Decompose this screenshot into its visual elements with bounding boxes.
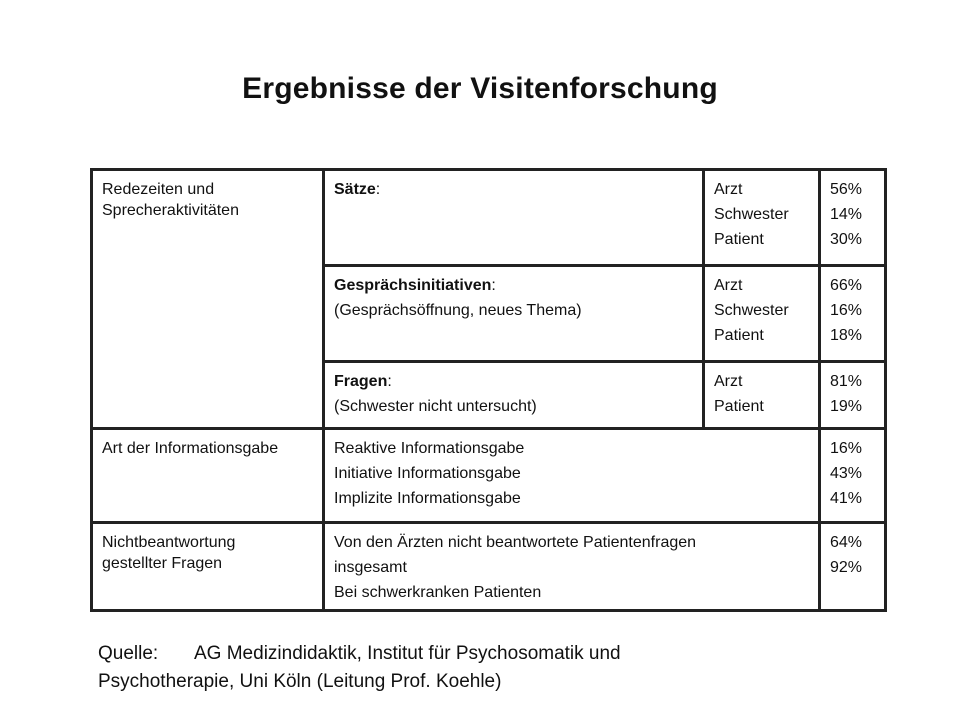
value-cell [820,429,886,523]
item-label: Initiative Informationsgabe [334,465,521,482]
measure-cell [324,362,704,429]
value-cell [820,362,886,429]
measure-cell [324,266,704,362]
role-cell [704,170,820,266]
measure-cell [324,429,820,523]
role-cell [704,266,820,362]
item-label: Bei schwerkranken Patienten [334,584,542,601]
source-key: Quelle: [98,643,159,664]
role-label: Schwester [714,302,789,319]
source-line-2: Psychotherapie, Uni Köln (Leitung Prof. Koehle) [98,671,502,692]
percent-value: 18% [830,327,863,344]
category-cell [92,170,324,429]
percent-value: 66% [830,277,863,294]
item-label: insgesamt [334,559,407,576]
percent-value: 43% [830,465,863,482]
category-label: Redezeiten und [102,181,215,198]
role-label: Patient [714,398,764,415]
percent-value: 16% [830,440,863,457]
item-label: Reaktive Informationsgabe [334,440,525,457]
results-table [90,168,887,612]
measure-cell [324,170,704,266]
category-label: Nichtbeantwortung [102,534,236,551]
measure-heading: Sätze [334,181,376,198]
table-row [92,429,886,523]
category-cell [92,429,324,523]
role-label: Schwester [714,206,789,223]
measure-suffix: : [375,181,381,198]
percent-value: 14% [830,206,863,223]
category-cell [92,523,324,611]
role-label: Arzt [714,373,743,390]
role-label: Patient [714,327,764,344]
source-note [98,640,621,696]
item-label: Implizite Informationsgabe [334,490,521,507]
percent-value: 19% [830,398,863,415]
measure-heading: Gesprächsinitiativen [334,277,492,294]
page-title: Ergebnisse der Visitenforschung [242,72,718,105]
percent-value: 56% [830,181,863,198]
value-cell [820,523,886,611]
role-label: Arzt [714,181,743,198]
category-label: Sprecheraktivitäten [102,202,239,219]
role-label: Arzt [714,277,743,294]
measure-suffix: : [491,277,496,294]
measure-cell [324,523,820,611]
table-row [92,170,886,266]
category-label: Art der Informationsgabe [102,440,279,457]
percent-value: 81% [830,373,863,390]
percent-value: 16% [830,302,863,319]
table-row [92,523,886,611]
source-line-1: AG Medizindidaktik, Institut für Psychosomatik und [194,643,621,664]
value-cell [820,266,886,362]
measure-suffix: : [387,373,392,390]
measure-note: (Schwester nicht untersucht) [334,398,537,415]
percent-value: 30% [830,231,863,248]
percent-value: 92% [830,559,863,576]
category-label: gestellter Fragen [102,555,223,572]
value-cell [820,170,886,266]
measure-heading: Fragen [334,373,388,390]
percent-value: 64% [830,534,863,551]
percent-value: 41% [830,490,863,507]
item-label: Von den Ärzten nicht beantwortete Patientenfragen [334,534,697,551]
role-label: Patient [714,231,764,248]
role-cell [704,362,820,429]
measure-note: (Gesprächsöffnung, neues Thema) [334,302,582,319]
